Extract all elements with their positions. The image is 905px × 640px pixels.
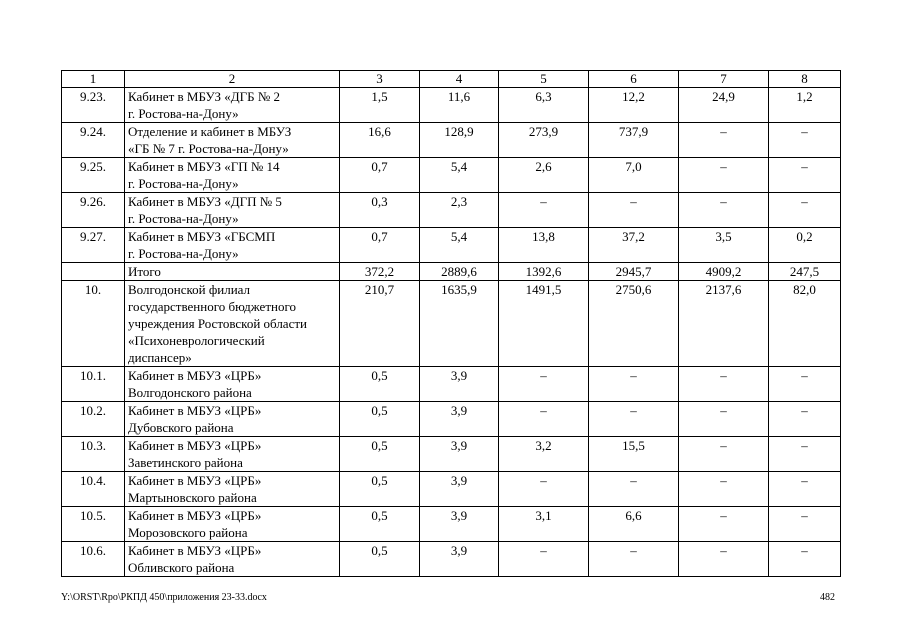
- row-name-line: г. Ростова-на-Дону»: [128, 106, 239, 121]
- column-header: 1: [62, 71, 125, 88]
- row-name-line: Кабинет в МБУЗ «ГП № 14: [128, 159, 280, 174]
- column-header: 5: [499, 71, 589, 88]
- row-name-line: г. Ростова-на-Дону»: [128, 211, 239, 226]
- table-row: [62, 123, 841, 158]
- row-name-line: Итого: [128, 264, 161, 279]
- value-cell: –: [589, 542, 679, 577]
- row-name: [125, 437, 340, 472]
- value-cell: 5,4: [420, 228, 499, 263]
- row-number: 10.3.: [62, 437, 125, 472]
- value-cell: –: [679, 402, 769, 437]
- value-cell: 210,7: [340, 281, 420, 367]
- value-cell: 128,9: [420, 123, 499, 158]
- row-number: [62, 263, 125, 281]
- value-cell: 6,6: [589, 507, 679, 542]
- row-name: [125, 228, 340, 263]
- row-name-line: Кабинет в МБУЗ «ЦРБ»: [128, 473, 262, 488]
- row-number: 10.2.: [62, 402, 125, 437]
- value-cell: 0,5: [340, 437, 420, 472]
- column-header: 6: [589, 71, 679, 88]
- table-row: [62, 507, 841, 542]
- value-cell: 2137,6: [679, 281, 769, 367]
- value-cell: –: [589, 367, 679, 402]
- column-header: 3: [340, 71, 420, 88]
- value-cell: 1,5: [340, 88, 420, 123]
- row-name: [125, 123, 340, 158]
- value-cell: 3,2: [499, 437, 589, 472]
- row-number: 9.24.: [62, 123, 125, 158]
- row-name-line: Отделение и кабинет в МБУЗ: [128, 124, 292, 139]
- value-cell: –: [769, 472, 841, 507]
- row-name-line: Кабинет в МБУЗ «ЦРБ»: [128, 543, 262, 558]
- value-cell: –: [589, 193, 679, 228]
- value-cell: 0,5: [340, 367, 420, 402]
- value-cell: 13,8: [499, 228, 589, 263]
- value-cell: 3,9: [420, 402, 499, 437]
- column-header: 8: [769, 71, 841, 88]
- value-cell: 12,2: [589, 88, 679, 123]
- value-cell: –: [679, 123, 769, 158]
- row-name-line: Кабинет в МБУЗ «ДГП № 5: [128, 194, 282, 209]
- row-name-line: «Психоневрологический: [128, 333, 265, 348]
- value-cell: –: [769, 367, 841, 402]
- row-name-line: г. Ростова-на-Дону»: [128, 246, 239, 261]
- value-cell: 0,5: [340, 542, 420, 577]
- data-table: [61, 70, 841, 577]
- value-cell: 3,9: [420, 472, 499, 507]
- row-name: [125, 281, 340, 367]
- row-name-line: Морозовского района: [128, 525, 248, 540]
- value-cell: 4909,2: [679, 263, 769, 281]
- row-number: 9.25.: [62, 158, 125, 193]
- value-cell: 3,9: [420, 367, 499, 402]
- value-cell: 82,0: [769, 281, 841, 367]
- value-cell: –: [769, 437, 841, 472]
- column-header: 4: [420, 71, 499, 88]
- value-cell: 1635,9: [420, 281, 499, 367]
- row-name: [125, 542, 340, 577]
- row-name-line: Мартыновского района: [128, 490, 257, 505]
- row-name: [125, 367, 340, 402]
- value-cell: –: [679, 507, 769, 542]
- value-cell: –: [769, 193, 841, 228]
- row-name-line: учреждения Ростовской области: [128, 316, 307, 331]
- row-name-line: Кабинет в МБУЗ «ЦРБ»: [128, 438, 262, 453]
- column-header: 2: [125, 71, 340, 88]
- row-name-line: Дубовского района: [128, 420, 234, 435]
- value-cell: 0,5: [340, 507, 420, 542]
- value-cell: –: [679, 542, 769, 577]
- value-cell: –: [679, 367, 769, 402]
- value-cell: 11,6: [420, 88, 499, 123]
- header-row: [62, 71, 841, 88]
- row-name-line: Волгодонской филиал: [128, 282, 251, 297]
- value-cell: –: [769, 123, 841, 158]
- value-cell: 0,5: [340, 402, 420, 437]
- footer-file-path: Y:\ORST\Rpo\РКПД 450\приложения 23-33.docx: [61, 592, 267, 603]
- value-cell: –: [769, 542, 841, 577]
- row-name-line: Заветинского района: [128, 455, 243, 470]
- table-row: [62, 263, 841, 281]
- value-cell: 2,3: [420, 193, 499, 228]
- value-cell: 24,9: [679, 88, 769, 123]
- value-cell: 273,9: [499, 123, 589, 158]
- row-name: [125, 402, 340, 437]
- row-name-line: Волгодонского района: [128, 385, 252, 400]
- table-row: [62, 88, 841, 123]
- table-row: [62, 367, 841, 402]
- value-cell: 0,7: [340, 158, 420, 193]
- value-cell: 247,5: [769, 263, 841, 281]
- value-cell: 3,9: [420, 507, 499, 542]
- value-cell: 1491,5: [499, 281, 589, 367]
- row-number: 9.23.: [62, 88, 125, 123]
- value-cell: –: [499, 402, 589, 437]
- value-cell: –: [589, 402, 679, 437]
- value-cell: 5,4: [420, 158, 499, 193]
- table-row: [62, 472, 841, 507]
- row-name-line: «ГБ № 7 г. Ростова-на-Дону»: [128, 141, 289, 156]
- row-name-line: государственного бюджетного: [128, 299, 296, 314]
- value-cell: 2889,6: [420, 263, 499, 281]
- value-cell: 2945,7: [589, 263, 679, 281]
- footer-page-number: 482: [820, 592, 835, 603]
- row-name-line: Кабинет в МБУЗ «ГБСМП: [128, 229, 276, 244]
- row-name-line: Кабинет в МБУЗ «ЦРБ»: [128, 368, 262, 383]
- value-cell: –: [499, 542, 589, 577]
- value-cell: 737,9: [589, 123, 679, 158]
- value-cell: –: [679, 158, 769, 193]
- value-cell: 0,3: [340, 193, 420, 228]
- value-cell: 3,5: [679, 228, 769, 263]
- row-name: [125, 193, 340, 228]
- value-cell: 3,9: [420, 542, 499, 577]
- table-row: [62, 402, 841, 437]
- table-row: [62, 437, 841, 472]
- row-name: [125, 88, 340, 123]
- row-name-line: Кабинет в МБУЗ «ЦРБ»: [128, 508, 262, 523]
- row-number: 10.5.: [62, 507, 125, 542]
- value-cell: –: [679, 193, 769, 228]
- value-cell: –: [499, 472, 589, 507]
- value-cell: 37,2: [589, 228, 679, 263]
- value-cell: –: [769, 402, 841, 437]
- row-name: [125, 507, 340, 542]
- value-cell: –: [679, 437, 769, 472]
- value-cell: 6,3: [499, 88, 589, 123]
- row-name-line: Обливского района: [128, 560, 235, 575]
- value-cell: 2,6: [499, 158, 589, 193]
- table-row: [62, 281, 841, 367]
- value-cell: –: [499, 367, 589, 402]
- value-cell: –: [679, 472, 769, 507]
- table-row: [62, 193, 841, 228]
- table-row: [62, 228, 841, 263]
- table-row: [62, 158, 841, 193]
- row-number: 9.26.: [62, 193, 125, 228]
- row-name-line: г. Ростова-на-Дону»: [128, 176, 239, 191]
- row-number: 10.1.: [62, 367, 125, 402]
- value-cell: 0,2: [769, 228, 841, 263]
- value-cell: 7,0: [589, 158, 679, 193]
- row-name-line: Кабинет в МБУЗ «ЦРБ»: [128, 403, 262, 418]
- value-cell: 15,5: [589, 437, 679, 472]
- value-cell: 0,5: [340, 472, 420, 507]
- row-name: [125, 263, 340, 281]
- value-cell: 0,7: [340, 228, 420, 263]
- value-cell: 3,9: [420, 437, 499, 472]
- value-cell: –: [499, 193, 589, 228]
- row-number: 10.: [62, 281, 125, 367]
- table-row: [62, 542, 841, 577]
- row-number: 10.6.: [62, 542, 125, 577]
- row-number: 10.4.: [62, 472, 125, 507]
- value-cell: –: [769, 158, 841, 193]
- column-header: 7: [679, 71, 769, 88]
- value-cell: 2750,6: [589, 281, 679, 367]
- row-name: [125, 472, 340, 507]
- value-cell: 16,6: [340, 123, 420, 158]
- value-cell: 1392,6: [499, 263, 589, 281]
- row-name-line: диспансер»: [128, 350, 192, 365]
- row-name: [125, 158, 340, 193]
- row-number: 9.27.: [62, 228, 125, 263]
- value-cell: –: [769, 507, 841, 542]
- row-name-line: Кабинет в МБУЗ «ДГБ № 2: [128, 89, 281, 104]
- value-cell: –: [589, 472, 679, 507]
- value-cell: 372,2: [340, 263, 420, 281]
- value-cell: 1,2: [769, 88, 841, 123]
- value-cell: 3,1: [499, 507, 589, 542]
